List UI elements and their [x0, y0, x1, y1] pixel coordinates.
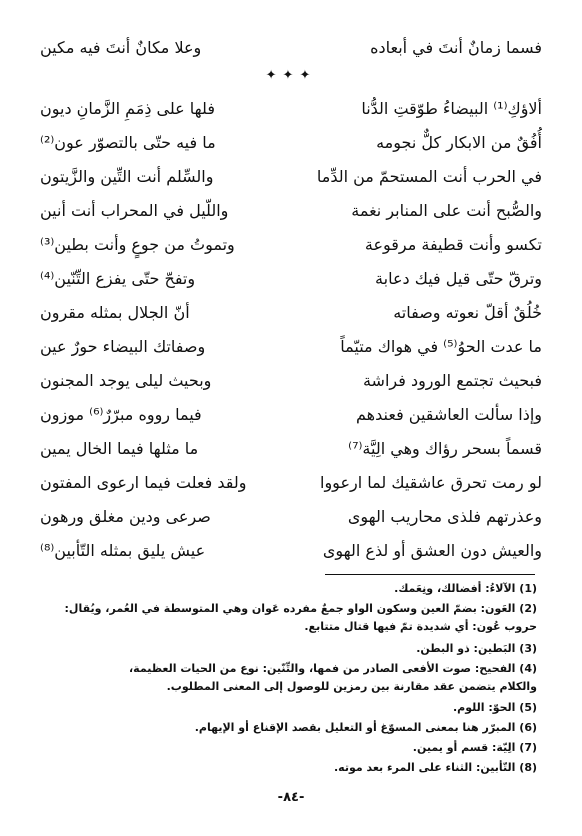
footnote: حروب عُون: أي شديدة تمّ فيها قتال متتابع. — [304, 620, 537, 633]
verse-second-hemistich: وبحيث ليلى يوجد المجنون — [40, 371, 212, 390]
verse-first-hemistich: والعيش دون العشق أو لذع الهوى — [322, 541, 542, 560]
verse-row — [40, 230, 542, 260]
top-verse — [40, 33, 542, 63]
verse-second-hemistich: أنّ الجلال بمثله مقرون — [40, 303, 190, 322]
verse-first-hemistich: وعذرتهم فلذى محاريب الهوى — [347, 507, 542, 526]
verse-first-hemistich: أُفُقٌ من الابكار كلٌّ نجومه — [376, 133, 542, 152]
verse-second-hemistich: واللّيل في المحراب أنت أنين — [40, 201, 229, 220]
verse-row — [40, 400, 542, 430]
verse-first-hemistich: ما عدت الحوُ⁽⁵⁾ في هواك متيّماً — [340, 337, 542, 356]
verse-second-hemistich: صرعى ودين مغلق ورهون — [40, 507, 211, 526]
verse-row — [40, 298, 542, 328]
page-number: -٨٤- — [277, 790, 305, 805]
verse-first-hemistich: قسماً بسحر رؤاك وهي الِيَّة⁽⁷⁾ — [348, 439, 542, 458]
verse-second-hemistich: عيش يليق بمثله التّأبين⁽⁸⁾ — [40, 541, 206, 560]
footnote: (5) الحوّ: اللوم. — [452, 701, 537, 714]
verse-first-hemistich: فبحيث تجتمع الورود فراشة — [362, 371, 542, 390]
verse-second-hemistich: وتفحّ حتّى يفزع التِّنّين⁽⁴⁾ — [40, 269, 196, 288]
verse-second-hemistich: ما مثلها فيما الخال يمين — [40, 439, 199, 458]
verse-second-hemistich: وتموتُ من جوعٍ وأنت بطين⁽³⁾ — [40, 235, 235, 254]
verse-row — [40, 502, 542, 532]
verse-first-hemistich: فسما زمانٌ أنتَ في أبعاده — [370, 38, 542, 57]
verse-row — [40, 94, 542, 124]
verse-second-hemistich: فيما رووه مبرّرٌ⁽⁶⁾ موزون — [40, 405, 202, 424]
verse-second-hemistich: فلها على ذِمَمِ الزَّمانِ ديون — [40, 99, 215, 118]
verse-second-hemistich: وعلا مكانٌ أنتَ فيه مكين — [40, 38, 202, 57]
verse-second-hemistich: ولقد فعلت فيما ارعوى المفتون — [40, 473, 247, 492]
verse-row — [40, 162, 542, 192]
verse-first-hemistich: لو رمت تحرق عاشقيك لما ارعووا — [320, 473, 542, 492]
footnote: والكلام يتضمن عقد مقارنة بين رمزين للوصول إلى المعنى المطلوب. — [166, 680, 537, 693]
verse-first-hemistich: وإذا سألت العاشقين فعندهم — [356, 405, 542, 424]
verse-row — [40, 434, 542, 464]
footnote: (6) المبرّر هنا بمعنى المسوّغ أو التعليل بقصد الإقناع أو الإيهام. — [194, 721, 537, 734]
footnote: (4) الفحيح: صوت الأفعى الصادر من فمها، والتِّنّين: نوع من الحيات العظيمة، — [129, 662, 537, 675]
footnote: (1) الآلاءُ: أفضالك، ونِعَمك. — [394, 582, 537, 595]
verse-row — [40, 196, 542, 226]
verse-second-hemistich: ما فيه حتّى بالتصوّر عون⁽²⁾ — [40, 133, 216, 152]
verse-row — [40, 366, 542, 396]
footnote: (2) العَون: بضمّ العين وسكون الواو جمعٌ مفرده عَوان وهي المتوسطة في العُمر، ويُقال: — [64, 602, 537, 615]
verse-second-hemistich: والسِّلم أنت التِّين والزَّيتون — [40, 167, 214, 186]
verse-row — [40, 468, 542, 498]
verse-row — [40, 128, 542, 158]
verse-first-hemistich: وترقّ حتّى قيل فيك دعابة — [375, 269, 542, 288]
footnote-divider — [325, 574, 535, 575]
verse-first-hemistich: في الحرب أنت المستحمّ من الدِّما — [316, 167, 542, 186]
verse-first-hemistich: ألاؤكِ⁽¹⁾ البيضاءُ طوّقتِ الدُّنا — [361, 99, 542, 118]
section-separator: ✦✦✦ — [265, 68, 317, 83]
verse-row — [40, 332, 542, 362]
verse-row — [40, 536, 542, 566]
verse-first-hemistich: تكسو وأنت قطيفة مرقوعة — [364, 235, 542, 254]
verse-row — [40, 264, 542, 294]
verse-first-hemistich: خُلُقٌ أقلّ نعوته وصفاته — [393, 303, 542, 322]
verse-second-hemistich: وصفاتك البيضاء حورٌ عين — [40, 337, 206, 356]
footnote: (8) التّأبين: الثناء على المرء بعد موته. — [333, 761, 537, 774]
footnote: (7) الِيّة: قسم أو يمين. — [412, 741, 537, 754]
verse-first-hemistich: والصُّبح أنت على المنابر نغمة — [351, 201, 542, 220]
footnote: (3) البَطين: ذو البطن. — [416, 642, 537, 655]
